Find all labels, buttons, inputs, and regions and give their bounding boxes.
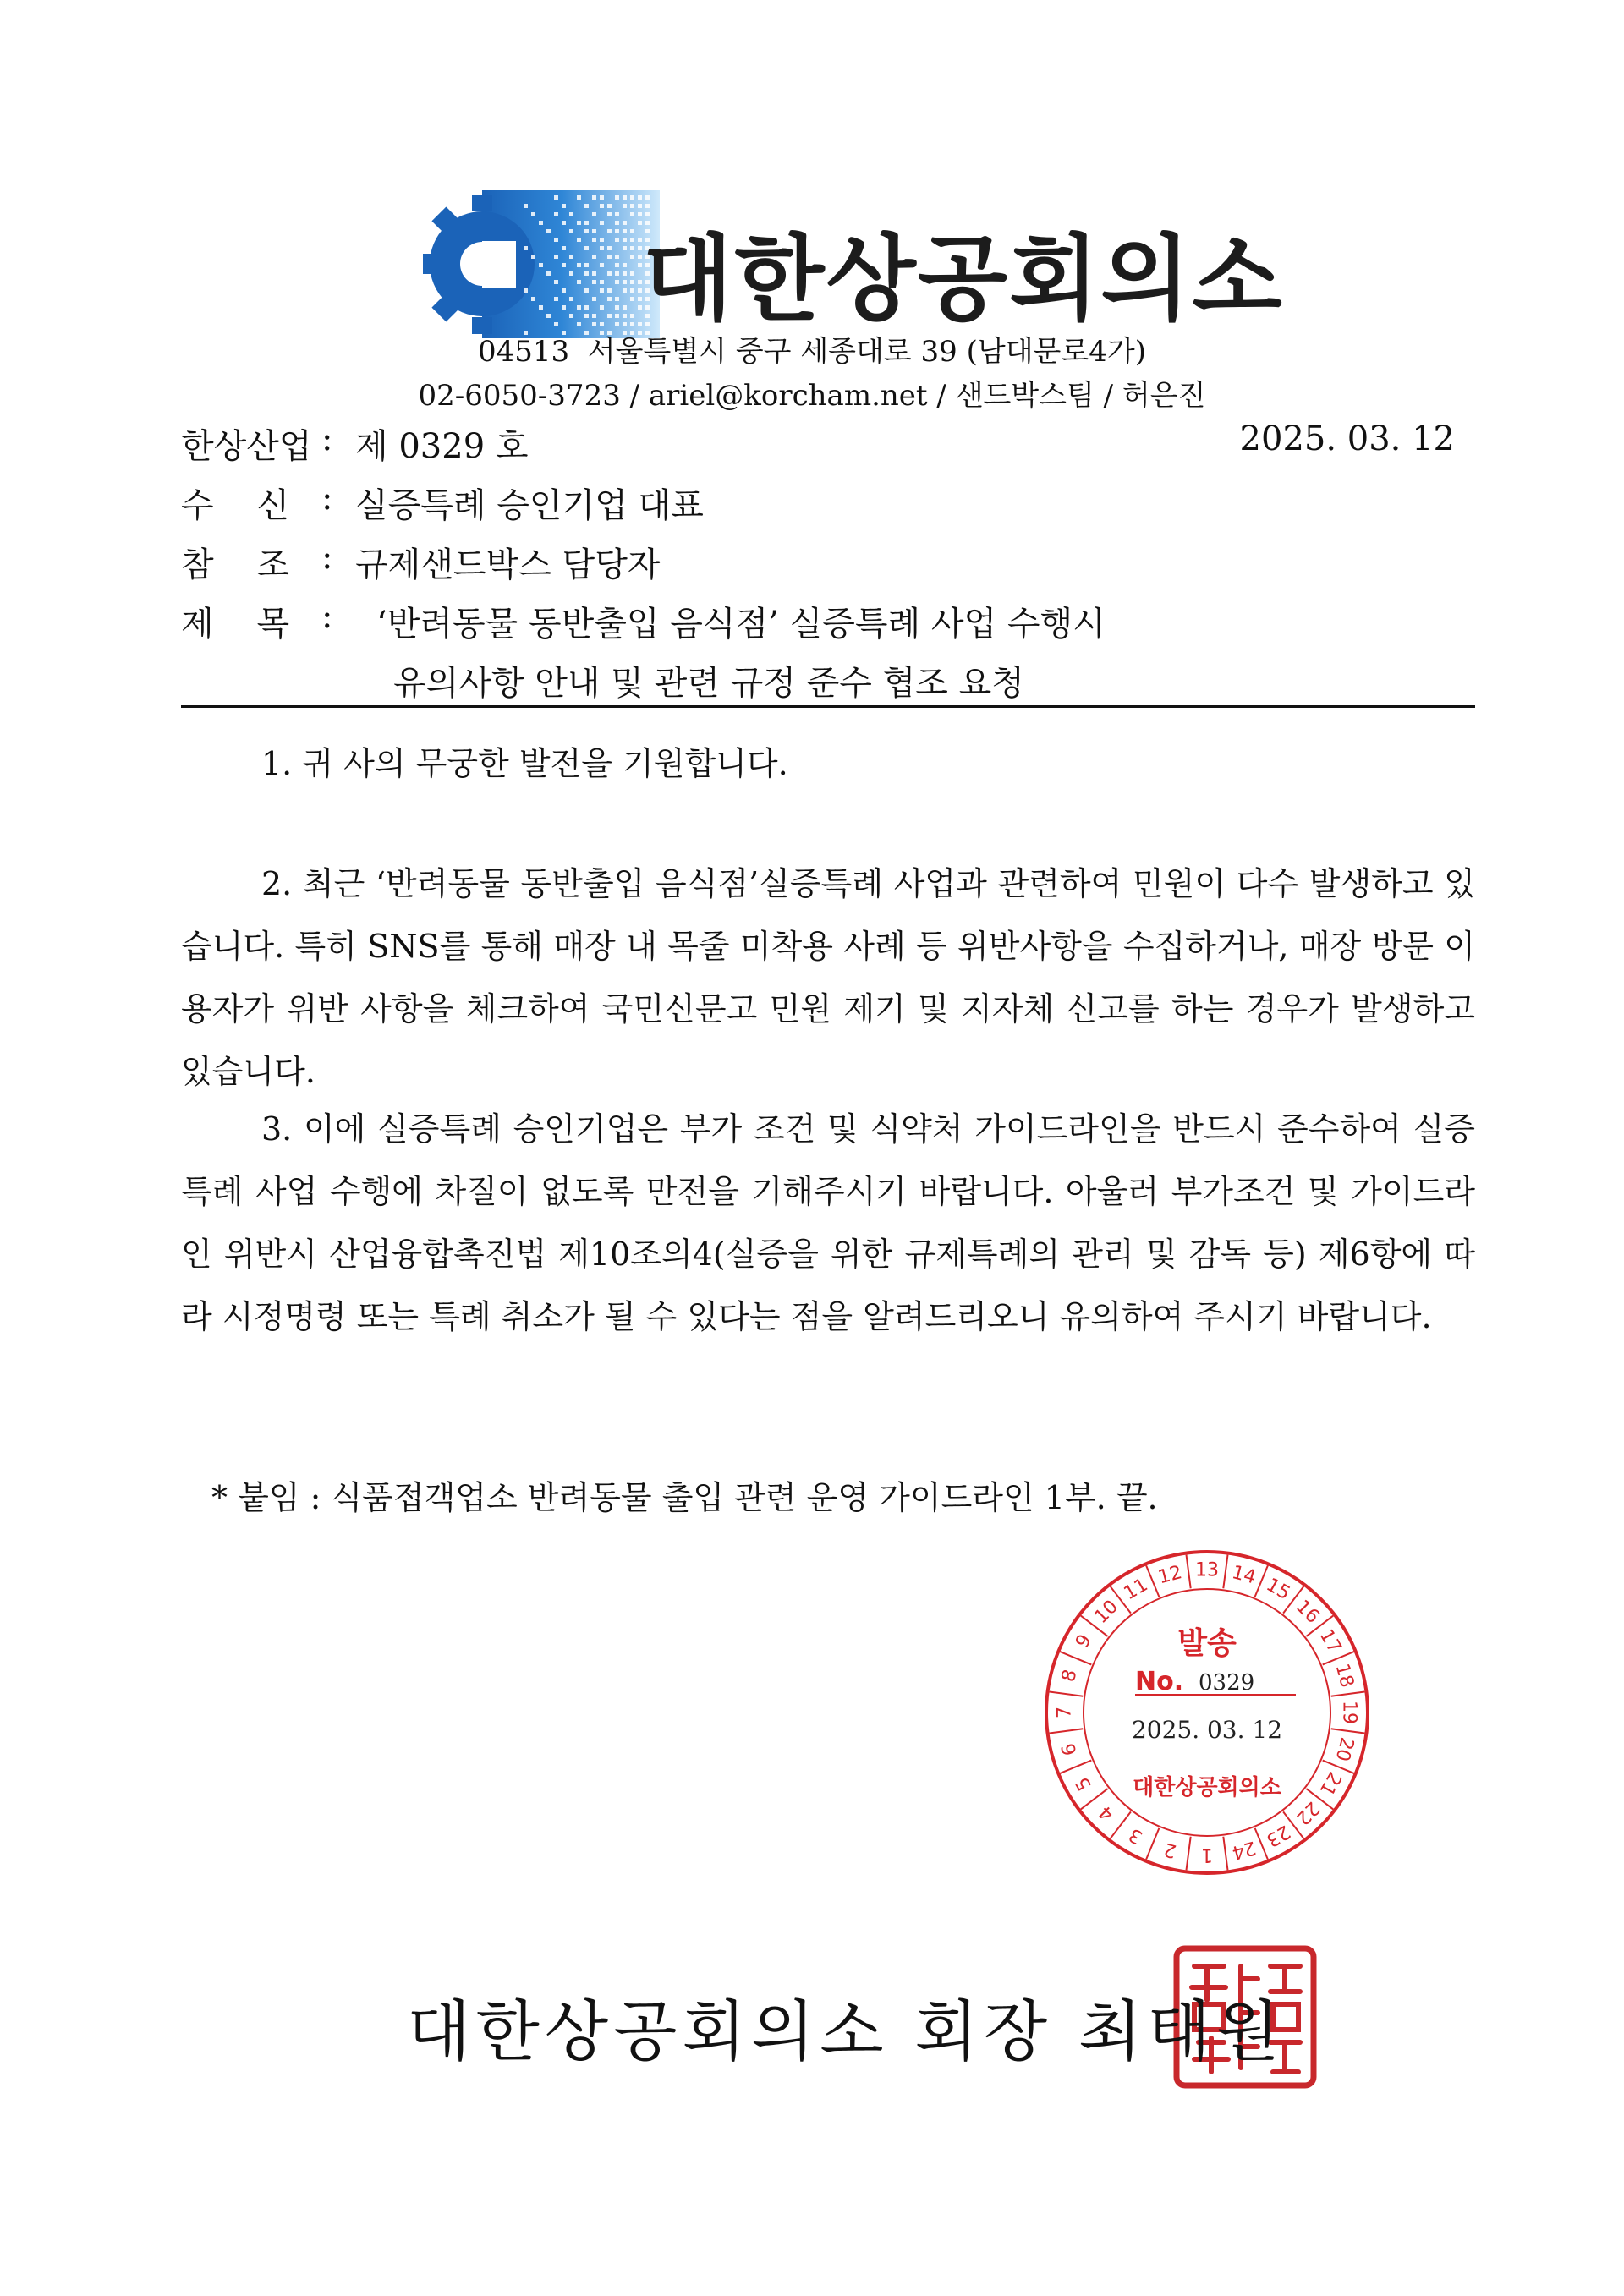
logo-pixel [584,204,589,208]
org-logo-icon [423,190,660,338]
logo-pixel [638,255,642,259]
logo-pixel [615,305,619,310]
logo-pixel [638,280,642,284]
logo-pixel [554,322,558,326]
logo-pixel [546,229,551,233]
stamp-dial-tick [1331,1729,1365,1733]
stamp-org: 대한상공회의소 [1133,1775,1281,1800]
recipient-label: 수 신 [181,486,290,525]
logo-pixel [607,229,612,233]
logo-pixel [592,195,596,200]
logo-pixel [592,238,596,242]
stamp-dial-tick [1081,1789,1108,1809]
logo-pixel [630,204,634,208]
stamp-dial-number: 9 [1072,1630,1096,1652]
stamp-dial-number: 24 [1229,1836,1259,1863]
subject-line-1: ‘반려동물 동반출입 음식점’ 실증특례 사업 수행시 [376,605,1106,644]
subject-label: 제 목 [181,605,290,644]
stamp-dial-number: 4 [1095,1801,1118,1825]
logo-pixel [569,255,573,259]
logo-pixel [607,271,612,276]
logo-pixel [600,305,604,310]
stamp-dial-tick [1050,1692,1084,1696]
stamp-no-label: No. [1135,1667,1184,1696]
logo-pixel [615,221,619,225]
stamp-dial-number: 18 [1330,1661,1358,1690]
logo-pixel [607,288,612,293]
stamp-dial-number: 16 [1292,1596,1324,1628]
stamp-dial-number: 23 [1262,1820,1294,1851]
stamp-dial-number: 5 [1072,1773,1096,1795]
logo-pixel [630,195,634,200]
paragraph-2 [181,852,1475,1103]
stamp-dial-tick [1187,1837,1191,1871]
logo-pixel [615,229,619,233]
logo-pixel [607,297,612,301]
logo-pixel [524,204,528,208]
logo-pixel [615,255,619,259]
stamp-dial-number: 13 [1195,1559,1219,1581]
stamp-dial-tick [1187,1555,1191,1589]
org-contact: 02-6050-3723 / ariel@korcham.net / 샌드박스팀 / 허은진 [418,379,1206,413]
logo-pixel [615,238,619,242]
logo-pixel [623,288,627,293]
stamp-dial-number: 21 [1314,1767,1346,1800]
logo-pixel [630,246,634,250]
org-address: 04513 서울특별시 중구 세종대로 39 (남대문로4가) [478,335,1146,369]
logo-pixel [554,255,558,259]
logo-pixel [615,297,619,301]
logo-pixel [630,288,634,293]
logo-pixel [600,221,604,225]
logo-pixel [584,314,589,318]
logo-pixel [607,212,612,216]
reference-label: 참 조 [181,545,290,584]
logo-pixel [607,314,612,318]
logo-pixel [638,297,642,301]
logo-pixel [623,195,627,200]
logo-pixel [546,314,551,318]
logo-pixel [630,297,634,301]
logo-pixel [531,255,535,259]
stamp-dial-number: 20 [1330,1734,1358,1764]
paragraph-3 [181,1098,1475,1348]
logo-pixel [592,229,596,233]
paragraph-1-text: 1. 귀 사의 무궁한 발전을 기원합니다. [261,745,788,782]
stamp-dial-number: 3 [1125,1823,1147,1848]
logo-pixel [592,212,596,216]
recipient-value: 실증특례 승인기업 대표 [355,486,704,525]
stamp-date: 2025. 03. 12 [1131,1716,1283,1744]
stamp-dial-number: 10 [1090,1596,1122,1628]
paragraph-2-text: 2. 최근 ‘반려동물 동반출입 음식점’실증특례 사업과 관련하여 민원이 다수 발생하고 있습니다. 특히 SNS를 통해 매장 내 목줄 미착용 사례 등 위반사항을 수집하거나, 매장 방문 이용자가 위반 사항을 체크하여 국민신문고 민원 제기 및 지자체 신고를 하는 경우가 발생하고 있습니다. [181,865,1475,1090]
logo-pixel [569,229,573,233]
logo-pixel [645,195,650,200]
stamp-dial-tick [1331,1692,1365,1696]
logo-pixel [577,195,581,200]
stamp-dial-number: 22 [1292,1797,1324,1829]
logo-pixel [569,314,573,318]
logo-pixel [615,280,619,284]
logo-pixel [630,280,634,284]
logo-pixel [524,288,528,293]
reference-value: 규제샌드박스 담당자 [355,545,661,584]
colon: : [321,419,333,458]
logo-pixel [630,238,634,242]
stamp-dial-number: 17 [1314,1625,1346,1658]
stamp-dial-tick [1146,1828,1159,1860]
logo-pixel [615,195,619,200]
stamp-dial-tick [1060,1761,1091,1773]
logo-pixel [562,288,566,293]
logo-pixel [623,229,627,233]
logo-pixel [584,288,589,293]
stamp-dial-number: 2 [1161,1838,1179,1862]
logo-pixel [600,246,604,250]
dispatch-stamp [1042,1548,1372,1877]
logo-pixel [592,255,596,259]
paragraph-1 [181,732,1475,795]
stamp-dial-number: 15 [1262,1574,1294,1605]
logo-pixel [592,322,596,326]
logo-pixel [539,305,543,310]
logo-pixel [592,280,596,284]
logo-pixel [630,255,634,259]
stamp-title: 발송 [1177,1626,1237,1661]
logo-pixel [623,204,627,208]
logo-pixel [638,288,642,293]
logo-pixel [546,271,551,276]
doc-number-value: 제 0329 호 [355,427,529,466]
logo-pixel [638,305,642,310]
logo-pixel [554,297,558,301]
logo-pixel [539,221,543,225]
stamp-dial-number: 7 [1054,1707,1076,1718]
logo-pixel [600,288,604,293]
logo-pixel [623,322,627,326]
logo-pixel [630,314,634,318]
stamp-dial-number: 6 [1057,1740,1082,1758]
logo-pixel [562,305,566,310]
logo-pixel [584,305,589,310]
logo-pixel [623,271,627,276]
logo-pixel [607,204,612,208]
subject-line-2: 유의사항 안내 및 관련 규정 준수 협조 요청 [393,664,1024,703]
logo-pixel [569,297,573,301]
logo-pixel [630,229,634,233]
logo-pixel [554,212,558,216]
signature: 대한상공회의소 회장 최태원 [407,1994,1285,2070]
stamp-dial-number: 12 [1155,1562,1185,1589]
logo-pixel [623,280,627,284]
logo-pixel [630,271,634,276]
logo-pixel [584,229,589,233]
logo-pixel [623,238,627,242]
logo-pixel [607,246,612,250]
logo-pixel [577,280,581,284]
logo-pixel [623,246,627,250]
logo-pixel [531,297,535,301]
doc-number-label: 한상산업 [181,427,312,466]
logo-pixel [638,221,642,225]
logo-pixel [638,263,642,267]
stamp-dial-tick [1223,1555,1227,1589]
logo-pixel [638,195,642,200]
logo-pixel [577,221,581,225]
logo-pixel [562,263,566,267]
logo-pixel [615,322,619,326]
logo-pixel [600,195,604,200]
logo-pixel [638,322,642,326]
logo-pixel [554,280,558,284]
logo-pixel [615,314,619,318]
logo-pixel [584,263,589,267]
logo-pixel [638,246,642,250]
logo-pixel [577,305,581,310]
logo-pixel [600,238,604,242]
logo-pixel [600,322,604,326]
logo-pixel [554,195,558,200]
logo-pixel [638,204,642,208]
stamp-dial-number: 19 [1338,1701,1360,1724]
logo-pixel [531,212,535,216]
logo-pixel [577,238,581,242]
logo-pixel [638,238,642,242]
logo-pixel [554,238,558,242]
logo-pixel [600,204,604,208]
logo-pixel [615,271,619,276]
logo-pixel [592,297,596,301]
logo-pixel [592,271,596,276]
logo-pixel [592,314,596,318]
logo-pixel [569,271,573,276]
stamp-dial-tick [1111,1811,1131,1838]
logo-pixel [630,212,634,216]
stamp-dial-tick [1223,1837,1227,1871]
logo-pixel [638,212,642,216]
logo-pixel [577,322,581,326]
colon: : [321,597,333,636]
stamp-dial-tick [1050,1729,1084,1733]
logo-pixel [623,221,627,225]
logo-pixel [623,314,627,318]
logo-pixel [615,212,619,216]
logo-pixel [562,246,566,250]
logo-pixel [584,246,589,250]
stamp-dial-number: 14 [1229,1562,1259,1589]
logo-pixel [562,204,566,208]
colon: : [321,479,333,518]
logo-pixel [630,322,634,326]
logo-pixel [524,246,528,250]
stamp-dial-number: 11 [1120,1574,1152,1605]
logo-pixel [569,212,573,216]
stamp-dial-number: 1 [1201,1844,1213,1866]
header-divider [181,705,1475,708]
logo-pixel [607,255,612,259]
logo-pixel [615,263,619,267]
stamp-number: 0329 [1199,1670,1255,1696]
colon: : [321,538,333,577]
logo-pixel [562,221,566,225]
logo-pixel [539,263,543,267]
org-logo-text: 대한상공회의소 [643,225,1284,333]
logo-pixel [577,263,581,267]
attachment-note [211,1466,1480,1529]
stamp-dial-tick [1060,1652,1091,1664]
logo-pixel [584,221,589,225]
stamp-dial-number: 8 [1057,1667,1082,1685]
logo-pixel [584,271,589,276]
logo-pixel [623,263,627,267]
attachment-text: * 붙임 : 식품접객업소 반려동물 출입 관련 운영 가이드라인 1부. 끝. [211,1479,1158,1516]
paragraph-3-text: 3. 이에 실증특례 승인기업은 부가 조건 및 식약처 가이드라인을 반드시 준수하여 실증특례 사업 수행에 차질이 없도록 만전을 기해주시기 바랍니다. 아울러 부가조건 및 가이드라인 위반시 산업융합촉진법 제10조의4(실증을 위한 규제특례의 관리 및 감독 등) 제6항에 따라 시정명령 또는 특례 취소가 될 수 있다는 점을 알려드리오니 유의하여 주시기 바랍니다. [181,1110,1475,1335]
logo-pixel [600,280,604,284]
logo-pixel [623,305,627,310]
doc-date: 2025. 03. 12 [1239,419,1455,458]
logo-pixel [600,263,604,267]
